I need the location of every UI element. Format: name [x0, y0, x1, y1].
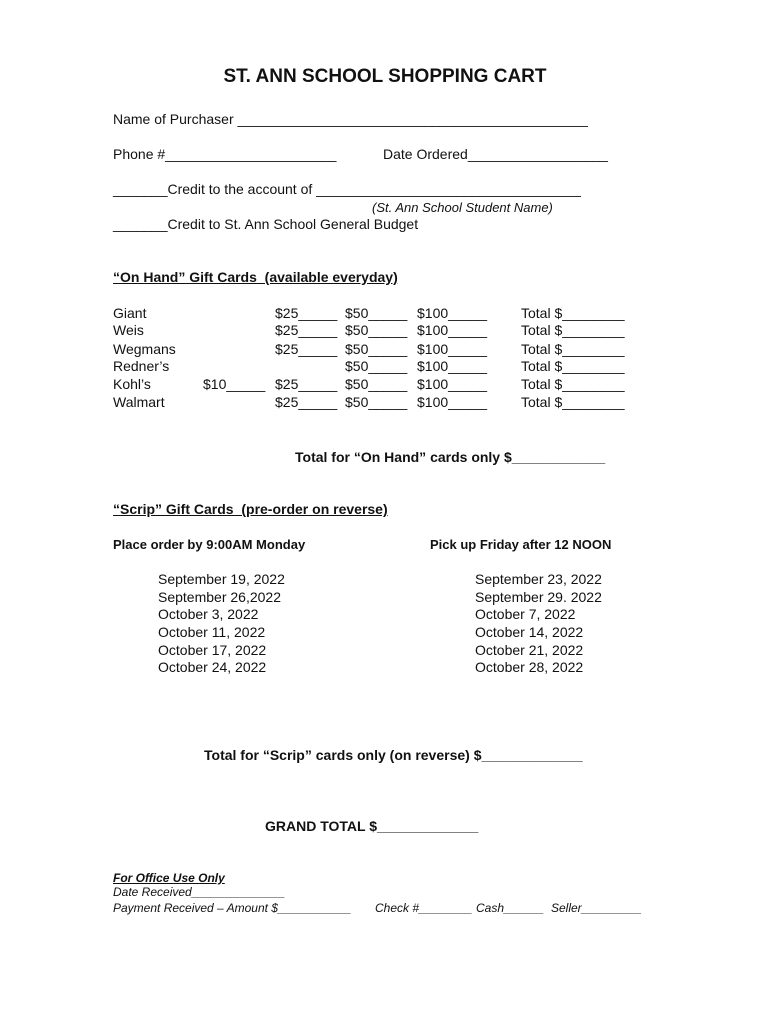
- row-total[interactable]: Total $________: [521, 376, 625, 392]
- row-total[interactable]: Total $________: [521, 358, 625, 374]
- amount-100[interactable]: $100_____: [417, 322, 488, 338]
- row-total[interactable]: Total $________: [521, 394, 625, 410]
- store-name: Redner’s: [113, 358, 170, 374]
- amount-100[interactable]: $100_____: [417, 376, 488, 392]
- scrip-total[interactable]: Total for “Scrip” cards only (on reverse) $_____________: [204, 747, 583, 763]
- pickup-date: September 23, 2022: [475, 571, 602, 587]
- amount-100[interactable]: $100_____: [417, 394, 488, 410]
- amount-50[interactable]: $50_____: [345, 341, 408, 357]
- amount-25[interactable]: $25_____: [275, 376, 338, 392]
- amount-50[interactable]: $50_____: [345, 394, 408, 410]
- order-date: October 11, 2022: [158, 624, 266, 640]
- store-name: Walmart: [113, 394, 165, 410]
- pickup-date: September 29. 2022: [475, 589, 602, 605]
- amount-25[interactable]: $25_____: [275, 394, 338, 410]
- amount-100[interactable]: $100_____: [417, 341, 488, 357]
- order-date: September 19, 2022: [158, 571, 285, 587]
- date-received-field[interactable]: Date Received______________: [113, 885, 286, 899]
- amount-25[interactable]: $25_____: [275, 305, 338, 321]
- credit-budget-field[interactable]: _______Credit to St. Ann School General Budget: [113, 216, 419, 232]
- phone-field[interactable]: Phone #______________________: [113, 146, 337, 162]
- order-date: October 3, 2022: [158, 606, 259, 622]
- check-number-field[interactable]: Check #________: [375, 901, 473, 915]
- pickup-date: October 7, 2022: [475, 606, 576, 622]
- store-name: Weis: [113, 322, 144, 338]
- row-total[interactable]: Total $________: [521, 341, 625, 357]
- amount-25[interactable]: $25_____: [275, 322, 338, 338]
- row-total[interactable]: Total $________: [521, 305, 625, 321]
- scrip-heading: “Scrip” Gift Cards (pre-order on reverse): [113, 501, 388, 517]
- page-title: ST. ANN SCHOOL SHOPPING CART: [223, 66, 547, 87]
- order-deadline-label: Place order by 9:00AM Monday: [113, 537, 306, 552]
- store-name: Kohl’s: [113, 376, 151, 392]
- amount-50[interactable]: $50_____: [345, 305, 408, 321]
- pickup-date: October 14, 2022: [475, 624, 584, 640]
- seller-field[interactable]: Seller_________: [551, 901, 642, 915]
- amount-50[interactable]: $50_____: [345, 322, 408, 338]
- on-hand-heading: “On Hand” Gift Cards (available everyday): [113, 269, 398, 285]
- pickup-date: October 28, 2022: [475, 659, 584, 675]
- payment-amount-field[interactable]: Payment Received – Amount $___________: [113, 901, 352, 915]
- credit-account-field[interactable]: _______Credit to the account of __________________________________: [113, 181, 581, 197]
- date-ordered-field[interactable]: Date Ordered__________________: [383, 146, 608, 162]
- row-total[interactable]: Total $________: [521, 322, 625, 338]
- cash-field[interactable]: Cash______: [476, 901, 545, 915]
- amount-100[interactable]: $100_____: [417, 358, 488, 374]
- amount-50[interactable]: $50_____: [345, 376, 408, 392]
- pickup-date: October 21, 2022: [475, 642, 584, 658]
- amount-25[interactable]: $25_____: [275, 341, 338, 357]
- office-use-heading: For Office Use Only: [113, 871, 225, 885]
- order-date: October 17, 2022: [158, 642, 267, 658]
- student-name-note: (St. Ann School Student Name): [372, 200, 553, 215]
- order-date: September 26,2022: [158, 589, 281, 605]
- purchaser-name-field[interactable]: Name of Purchaser _____________________________________________: [113, 111, 588, 127]
- store-name: Giant: [113, 305, 147, 321]
- amount-50[interactable]: $50_____: [345, 358, 408, 374]
- on-hand-total[interactable]: Total for “On Hand” cards only $____________: [295, 449, 606, 465]
- order-date: October 24, 2022: [158, 659, 267, 675]
- pickup-label: Pick up Friday after 12 NOON: [430, 537, 612, 552]
- grand-total[interactable]: GRAND TOTAL $_____________: [265, 818, 479, 834]
- amount-10[interactable]: $10_____: [203, 376, 266, 392]
- amount-100[interactable]: $100_____: [417, 305, 488, 321]
- store-name: Wegmans: [113, 341, 176, 357]
